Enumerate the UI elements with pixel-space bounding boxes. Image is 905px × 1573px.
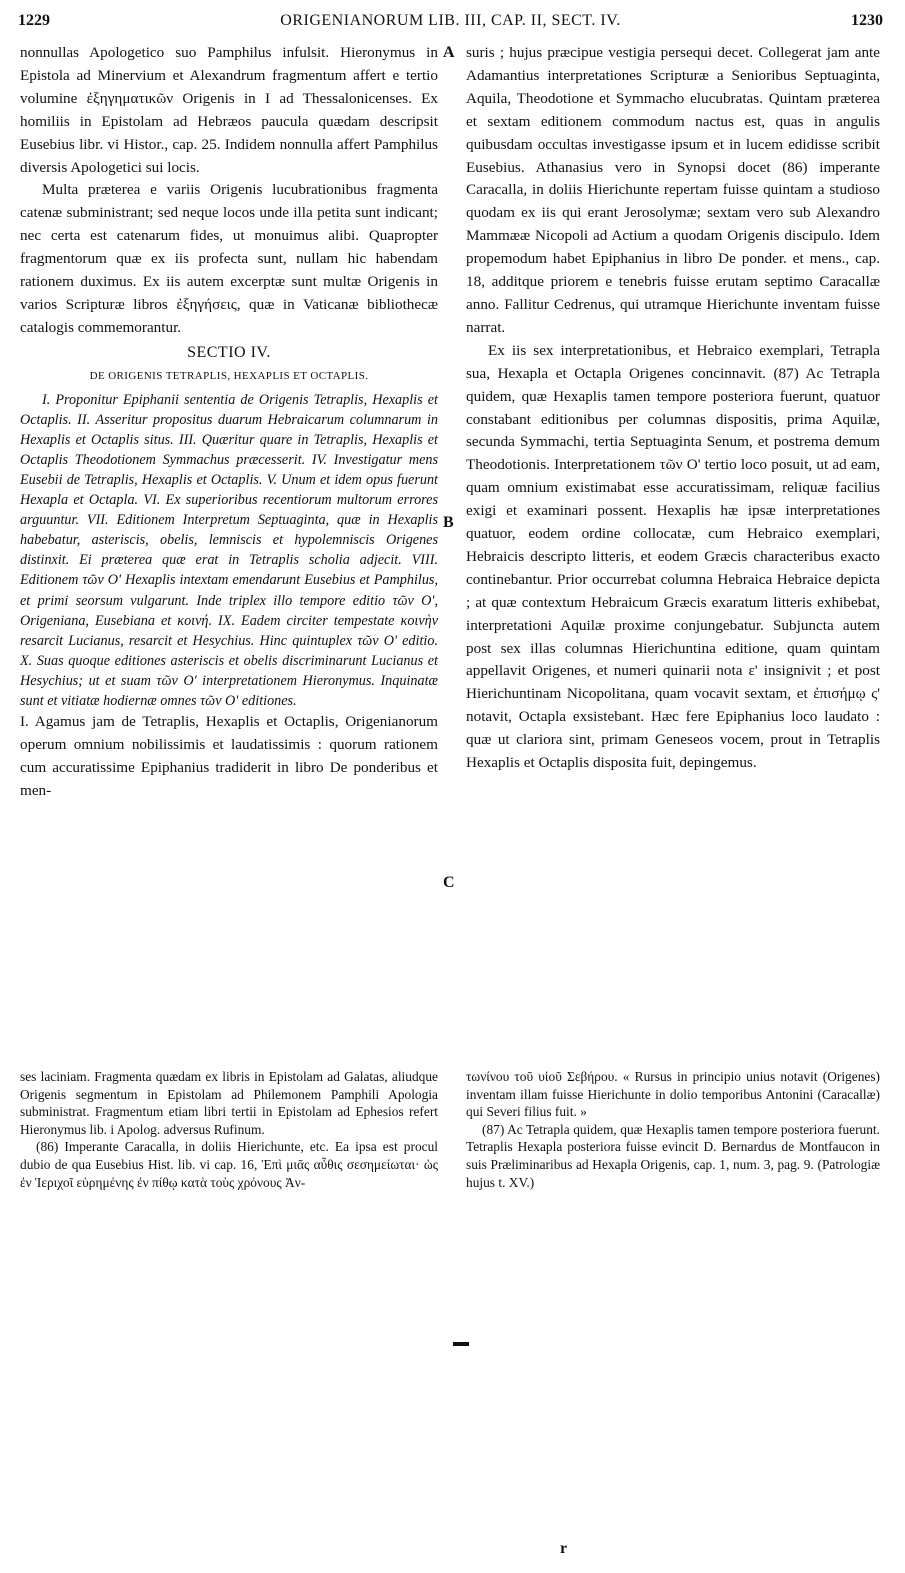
section-title: SECTIO IV. — [187, 343, 271, 361]
left-column — [20, 42, 438, 803]
margin-marker-c: C — [443, 874, 455, 891]
right-paragraph-1: suris ; hujus præcipue vestigia persequi decet. Collegerat jam ante Adamantius interpretationes Scripturæ a Senioribus Septuaginta, Aquila, Theodotione et Symmacho elucubratas. Quintam præterea et sextam editionem commodum nactus est, quas in angulis quibusdam occultas investigasse ipsum et in lucem edidisse scribit Eusebius. Athanasius vero in Synopsi docet (86) imperante Caracalla, in doliis Hierichunte repertam fuisse quintam a studioso quodam ex iis qui erant Jerosolymæ; sextam vero sub Alexandro Mammææ Nicopoli ad Actium a quodam Origenis discipulo. Idem propemodum habet Epiphanius in libro De ponder. et mens., cap. 18, additque priorem e tenebris fuisse erutam septimo Caracallæ anno. Fallitur Cedrenus, qui utramque Hierichunte inventam fuisse narrat. — [466, 44, 880, 336]
footnote-right-2: (87) Ac Tetrapla quidem, quæ Hexaplis tamen tempore posteriora fuerunt. Tetraplis Hexapla posteriora fuisse evincit D. Bernardus de Montfaucon in suis Præliminaribus ad Hexapla Origenis, cap. 1, num. 3, pag. 9. (Patrologiæ hujus t. XV.) — [466, 1121, 880, 1190]
footnote-left-1: ses laciniam. Fragmenta quædam ex libris in Epistolam ad Galatas, aliudque Origenis segmentum in Epistolam ad Philemonem Pamphili Apologia subministrat. Fragmentum etiam libri tertii in Epistolam ad Ephesios refert Hieronymus lib. i Apolog. adversus Rufinum. — [20, 1069, 438, 1137]
running-title: ORIGENIANORUM LIB. III, CAP. II, SECT. IV. — [280, 12, 621, 29]
left-paragraph-1: nonnullas Apologetico suo Pamphilus infulsit. Hieronymus in Epistola ad Minervium et Alexandrum fragmentum affert e tertio volumine ἐξηγηματικῶν Origenis in I ad Thessalonicenses. Ex homiliis in Epistolam ad Hebræos paucula quædam descripsit Eusebius libr. vi Histor., cap. 25. Indidem nonnulla affert Pamphilus diversis Apologetici sui locis. — [20, 44, 438, 176]
page-dash-mark — [453, 1342, 469, 1346]
section-summary: I. Proponitur Epiphanii sententia de Origenis Tetraplis, Hexaplis et Octaplis. II. Asseritur propositus duarum Hebraicarum columnarum in Hexaplis et Octaplis situs. III. Quæritur quare in Tetraplis, Hexaplis et Octaplis Theodotionem Symmachus præcesserit. IV. Investigatur mens Eusebii de Tetraplis, Hexaplis et Octaplis. V. Unum et idem opus fuerunt Hexapla et Octapla. VI. Ex superioribus recentiorum multorum errores arguuntur. VII. Editionem Interpretum Septuaginta, quæ in Hexaplis habebatur, asteriscis, obelis, lemniscis et hypolemniscis Origenes distinxit. Ei præterea quæ erat in Tetraplis scholia adjecit. VIII. Editionem τῶν Ο' Hexaplis intextam emendarunt Eusebius et Pamphilus, et primi seorsum vulgarunt. Inde triplex illo tempore editio τῶν Ο', Origeniana, Eusebiana et κοινή. IX. Eadem circiter tempestate κοινὴν resarcit Lucianus, resarcit et Hesychius. Hinc quintuplex τῶν Ο' editio. X. Suas quoque editiones asteriscis et obelis discriminarunt Lucianus et Hesychius; ut et suam τῶν Ο' interpretationem Hieronymus. Inquinatæ sunt et vitiatæ hodiernæ omnes τῶν Ο' editiones. — [20, 391, 438, 709]
footnote-left-2: (86) Imperante Caracalla, in doliis Hierichunte, etc. Ea ipsa est procul dubio de qua Eusebius Hist. lib. vi cap. 16, Ἐπὶ μιᾶς αὖθις σεσημείωται· ὡς ἐν Ἱεριχοῖ εὑρημένης ἐν πίθῳ κατὰ τοὺς χρόνους Ἀν- — [20, 1139, 438, 1190]
signature-mark: r — [560, 1540, 568, 1557]
footnotes-right — [466, 1068, 880, 1191]
footnotes-left — [20, 1068, 438, 1191]
left-paragraph-3: I. Agamus jam de Tetraplis, Hexaplis et Octaplis, Origenianorum operum omnium nobilissimis et laudatissimis : quorum rationem cum accuratissime Epiphanius tradiderit in libro De ponderibus et men- — [20, 713, 438, 799]
margin-marker-b: B — [443, 514, 454, 531]
page-number-left: 1229 — [18, 12, 50, 29]
margin-marker-a: A — [443, 44, 455, 61]
left-paragraph-2: Multa præterea e variis Origenis lucubrationibus fragmenta catenæ subministrant; sed neque locos unde illa petita sunt indicant; nec certa est catenarum fides, ut monuimus alibi. Quapropter fragmentorum quæ ex iis profecta sunt, nullam hic habendam rationem duximus. Ex iis autem excerptæ sunt multæ Origenis in varios Scripturæ libros ἐξηγήσεις, quæ in Vaticanæ bibliothecæ catalogis commemorantur. — [20, 181, 438, 336]
page-number-right: 1230 — [851, 12, 883, 29]
right-column — [466, 42, 880, 775]
section-subtitle: DE ORIGENIS TETRAPLIS, HEXAPLIS ET OCTAPLIS. — [89, 369, 369, 382]
running-header — [18, 12, 883, 36]
footnote-right-1: τωνίνου τοῦ υἱοῦ Σεβήρου. « Rursus in principio unius notavit (Origenes) inventam illam fuisse Hierichunte in dolio temporibus Antonini (Caracallæ) qui Severi filius fuit. » — [466, 1069, 880, 1120]
right-paragraph-2: Ex iis sex interpretationibus, et Hebraico exemplari, Tetrapla sua, Hexapla et Octapla Origenes concinnavit. (87) Ac Tetrapla quidem, quæ Hexaplis tamen tempore posteriora fuerunt, quatuor constabant editionibus per columnas dispositis, prima Aquilæ, secunda Symmachi, tertia Septuaginta Senum, et postrema demum Theodotionis. Interpretationem τῶν Ο' tertio loco posuit, ut ad eam, quam omnium existimabat esse accuratissimam, reliquæ facilius exigi et examinari possent. Hexaplis hæ ipsæ interpretationes quatuor, eodem ordine collocatæ, cum Hebraico exemplari, Hebraicis descripto litteris, et eodem Græcis characteribus exacto continebantur. Prior occurrebat columna Hebraica Hebraice depicta ; at quæ contextum Hebraicum Græcis exaratum litteris exhibebat, interpretationi Aquilæ proxime conjungebatur. Subjuncta autem post sex illas columnas Hierichuntina editione, quam quintam appellavit Origenes, et numeri quinarii nota ε' insignivit ; et post Hierichuntinam Nicopolitana, quam vocavit sextam, et ἐπισήμῳ ς' notavit, Octapla exsistebant. Hæc fere Epiphanius loco laudato : quæ ut clariora sint, primam Geneseos vocem, prout in Tetraplis Hexaplis et Octaplis disposita fuit, depingemus. — [466, 341, 880, 772]
